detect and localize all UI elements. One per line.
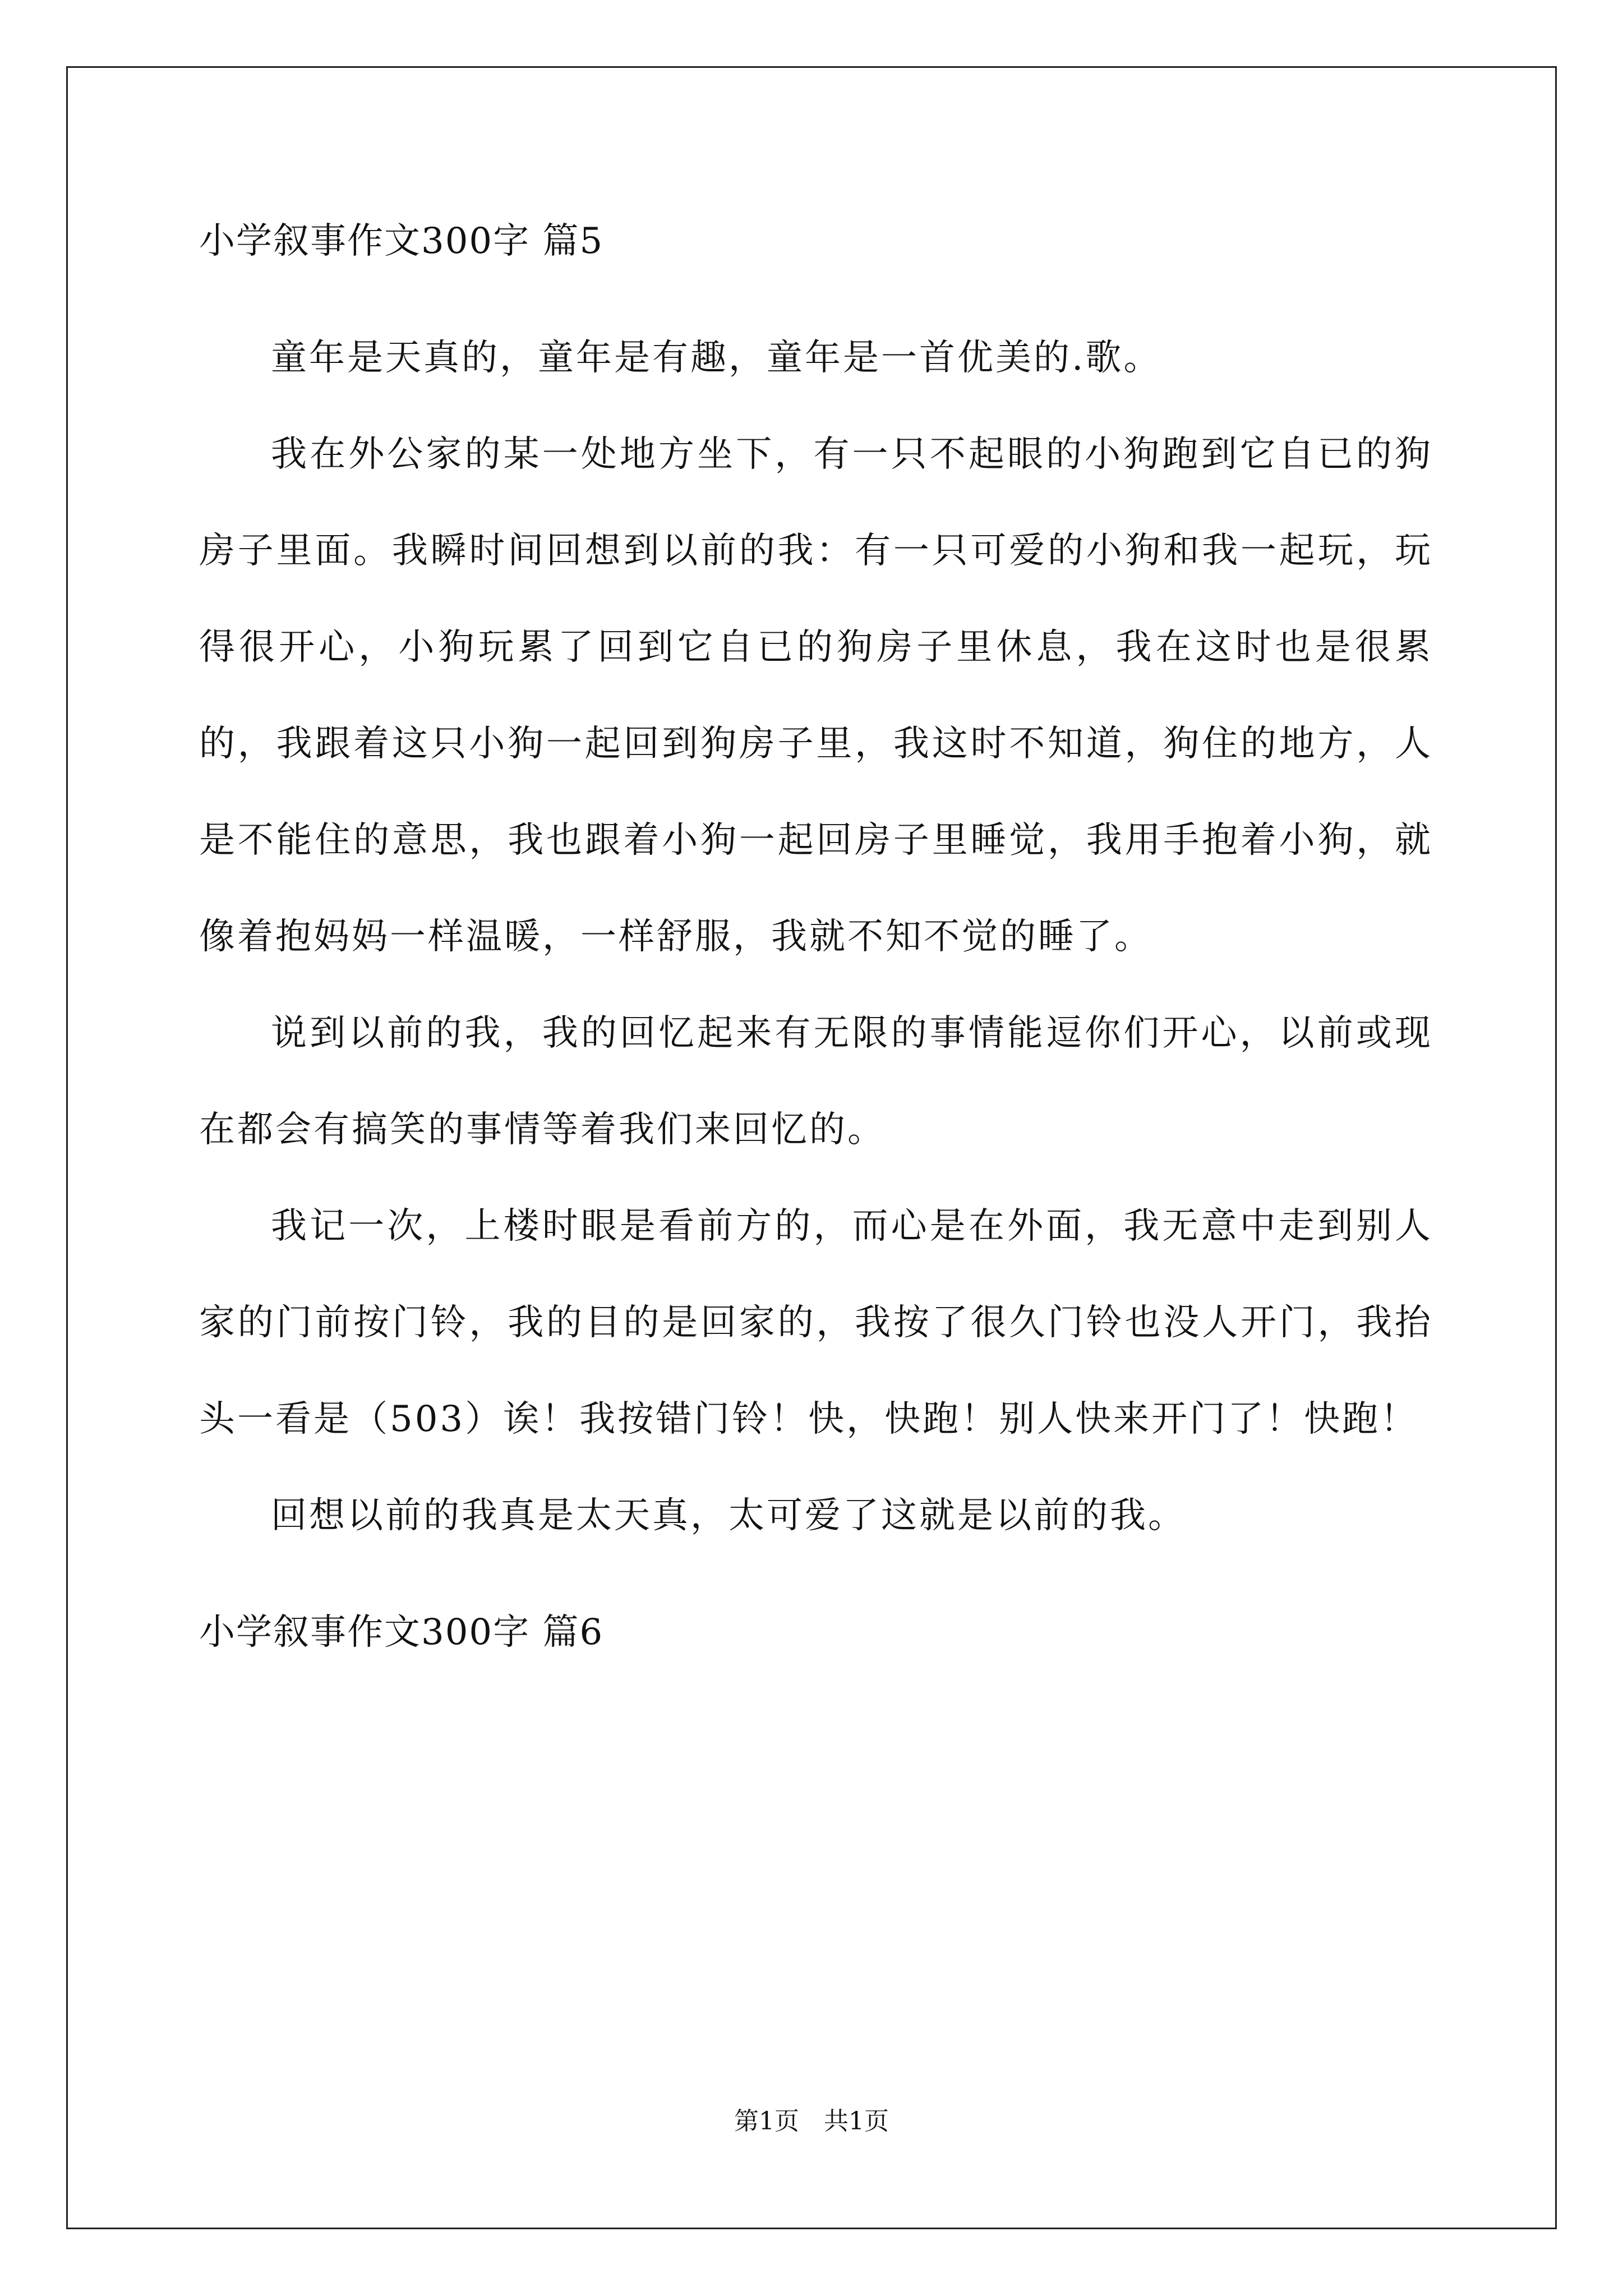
paragraph-3: 说到以前的我，我的回忆起来有无限的事情能逗你们开心，以前或现在都会有搞笑的事情等着我们来回忆的。	[199, 1013, 1433, 1151]
paragraph-4: 我记一次，上楼时眼是看前方的，而心是在外面，我无意中走到别人家的门前按门铃，我的目的是回家的，我按了很久门铃也没人开门，我抬头一看是（503）诶！我按错门铃！快，快跑！别人快来开门了！快跑！	[199, 1205, 1433, 1440]
paragraph-1: 童年是天真的，童年是有趣，童年是一首优美的.歌。	[271, 337, 1162, 379]
document-body	[199, 213, 1433, 1701]
page-footer: 第1页 共1页	[734, 2107, 889, 2136]
paragraph-5: 回想以前的我真是太天真，太可爱了这就是以前的我。	[271, 1495, 1186, 1536]
section-heading-5: 小学叙事作文300字 篇5	[199, 220, 604, 262]
section-heading-6: 小学叙事作文300字 篇6	[199, 1612, 604, 1653]
paragraph-2: 我在外公家的某一处地方坐下，有一只不起眼的小狗跑到它自已的狗房子里面。我瞬时间回想到以前的我：有一只可爱的小狗和我一起玩，玩得很开心，小狗玩累了回到它自已的狗房子里休息，我在这时也是很累的，我跟着这只小狗一起回到狗房子里，我这时不知道，狗住的地方，人是不能住的意思，我也跟着小狗一起回房子里睡觉，我用手抱着小狗，就像着抱妈妈一样温暖，一样舒服，我就不知不觉的睡了。	[199, 434, 1433, 958]
